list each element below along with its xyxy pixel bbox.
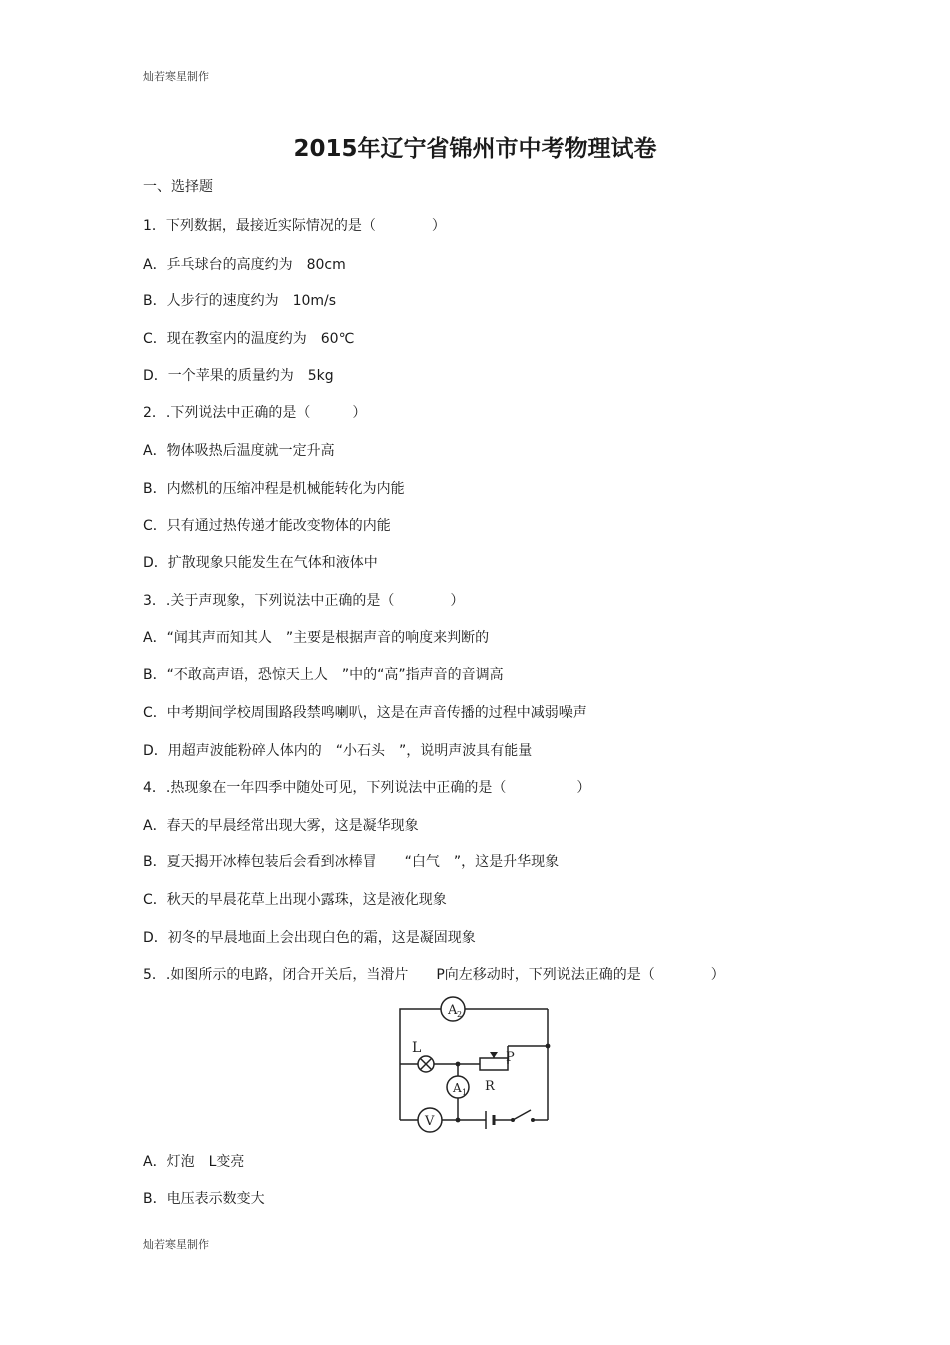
question-2-option-b: B．内燃机的压缩冲程是机械能转化为内能: [143, 481, 405, 497]
question-1-option-b: B．人步行的速度约为 10m/s: [143, 293, 337, 309]
circuit-diagram: [385, 990, 560, 1135]
ammeter-a1-label: A: [453, 1081, 462, 1095]
question-4-option-b: B．夏天揭开冰棒包装后会看到冰棒冒 “白气 ”，这是升华现象: [143, 854, 560, 870]
ammeter-a1-subscript: 1: [462, 1088, 468, 1097]
slider-label: P: [506, 1050, 515, 1065]
question-3-option-a: A．“闻其声而知其人 ”主要是根据声音的响度来判断的: [143, 630, 490, 646]
ammeter-a2-subscript: 2: [457, 1010, 463, 1019]
question-4: 4．.热现象在一年四季中随处可见，下列说法中正确的是（ ）: [143, 780, 591, 796]
question-5: 5．.如图所示的电路，闭合开关后，当滑片 P向左移动时，下列说法正确的是（ ）: [143, 967, 725, 983]
junction-dot-right: [546, 1044, 551, 1049]
slider-arrow-head: [490, 1052, 498, 1058]
question-3-option-d: D．用超声波能粉碎人体内的 “小石头 ”，说明声波具有能量: [143, 743, 533, 759]
question-2: 2．.下列说法中正确的是（ ）: [143, 405, 367, 421]
question-1-option-d: D．一个苹果的质量约为 5kg: [143, 368, 334, 384]
rheostat-body: [480, 1058, 508, 1070]
page-title: 2015年辽宁省锦州市中考物理试卷: [293, 136, 657, 162]
question-4-option-c: C．秋天的早晨花草上出现小露珠，这是液化现象: [143, 892, 447, 908]
question-3-option-b: B．“不敢高声语，恐惊天上人 ”中的“高”指声音的音调高: [143, 667, 504, 683]
lamp-label: L: [412, 1040, 422, 1056]
ammeter-a2-label: A: [448, 1003, 458, 1018]
junction-dot-bottom: [456, 1118, 461, 1123]
question-1-option-a: A．乒乓球台的高度约为 80cm: [143, 257, 346, 273]
question-5-option-a: A．灯泡 L变亮: [143, 1154, 245, 1170]
switch-pivot-dot: [511, 1118, 515, 1122]
switch-lever: [513, 1110, 531, 1120]
question-4-option-a: A．春天的早晨经常出现大雾，这是凝华现象: [143, 818, 419, 834]
page-footer: 灿若寒星制作: [143, 1238, 209, 1251]
page-header: 灿若寒星制作: [143, 70, 209, 83]
question-3: 3．.关于声现象，下列说法中正确的是（ ）: [143, 593, 465, 609]
resistor-label: R: [485, 1079, 495, 1094]
question-1: 1．下列数据，最接近实际情况的是（ ）: [143, 218, 446, 234]
question-4-option-d: D．初冬的早晨地面上会出现白色的霜，这是凝固现象: [143, 930, 476, 946]
junction-dot-a1: [456, 1062, 461, 1067]
question-2-option-c: C．只有通过热传递才能改变物体的内能: [143, 518, 391, 534]
question-5-option-b: B．电压表示数变大: [143, 1191, 265, 1207]
question-1-option-c: C．现在教室内的温度约为 60℃: [143, 331, 355, 347]
question-3-option-c: C．中考期间学校周围路段禁鸣喇叭，这是在声音传播的过程中减弱噪声: [143, 705, 587, 721]
section-heading: 一、选择题: [143, 179, 213, 195]
voltmeter-label: V: [425, 1114, 435, 1129]
question-2-option-d: D．扩散现象只能发生在气体和液体中: [143, 555, 378, 571]
question-2-option-a: A．物体吸热后温度就一定升高: [143, 443, 335, 459]
switch-contact-dot: [531, 1118, 535, 1122]
